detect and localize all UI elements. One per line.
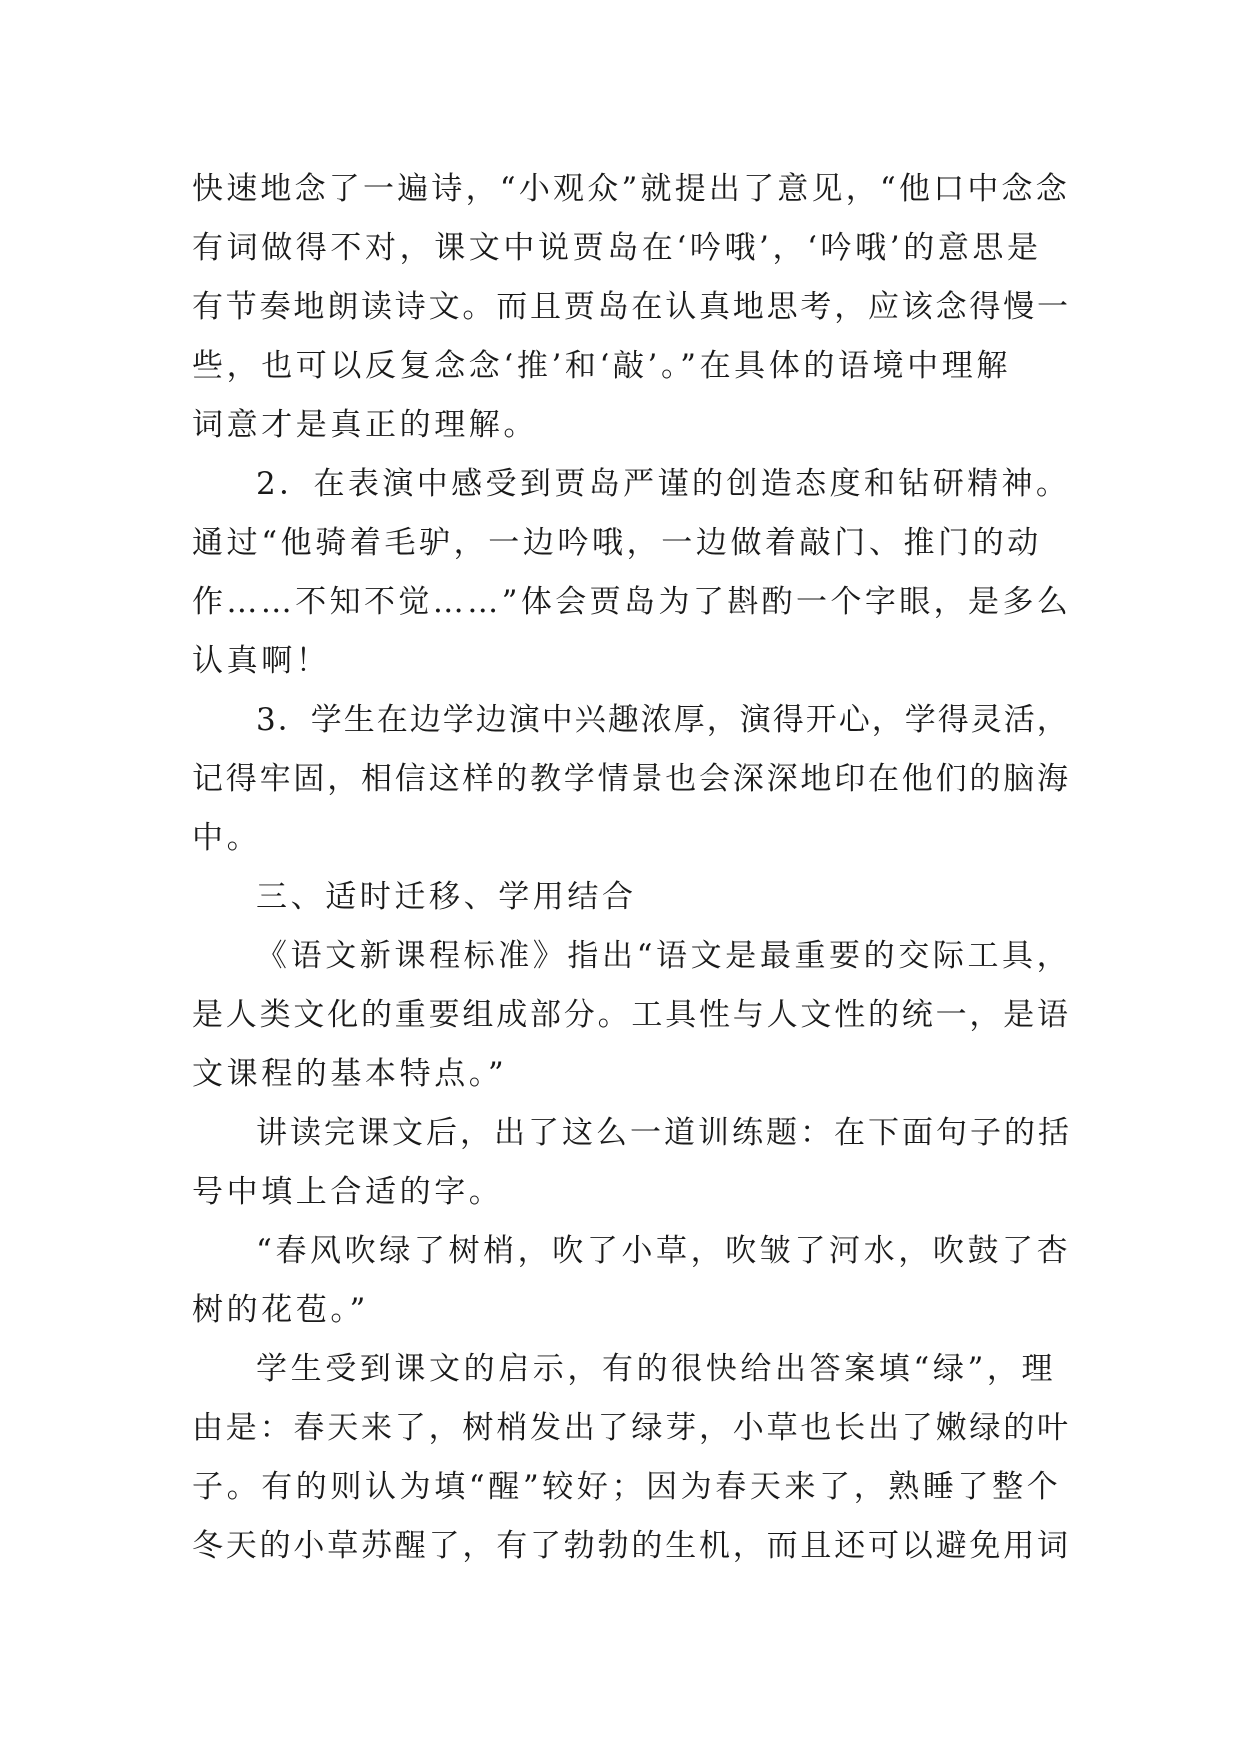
text-line: 是人类文化的重要组成部分。工具性与人文性的统一，是语 [192,997,1071,1033]
text-line: 号中填上合适的字。 [192,1174,504,1210]
text-line: 有节奏地朗读诗文。而且贾岛在认真地思考，应该念得慢一 [192,289,1071,325]
text-line: 记得牢固，相信这样的教学情景也会深深地印在他们的脑海 [192,761,1071,797]
text-line: 树的花苞。” [192,1292,369,1328]
text-line: 由是：春天来了，树梢发出了绿芽，小草也长出了嫩绿的叶 [192,1410,1071,1446]
text-line: 3．学生在边学边演中兴趣浓厚，演得开心，学得灵活， [256,702,1070,738]
text-line: 三、适时迁移、学用结合 [256,879,637,915]
text-line: 《语文新课程标准》指出“语文是最重要的交际工具， [256,938,1072,974]
text-line: 有词做得不对，课文中说贾岛在‘吟哦’，‘吟哦’的意思是 [192,230,1042,266]
text-line: 作……不知不觉……”体会贾岛为了斟酌一个字眼，是多么 [192,584,1072,620]
text-line: 学生受到课文的启示，有的很快给出答案填“绿”，理 [256,1351,1057,1387]
text-line: 冬天的小草苏醒了，有了勃勃的生机，而且还可以避免用词 [192,1528,1071,1564]
text-line: 些，也可以反复念念‘推’和‘敲’。”在具体的语境中理解 [192,348,1011,384]
text-line: 中。 [192,820,262,856]
body-text [192,160,1072,1576]
text-line: 文课程的基本特点。” [192,1056,508,1092]
text-line: 认真啊！ [192,643,331,679]
text-line: “春风吹绿了树梢，吹了小草，吹皱了河水，吹鼓了杏 [256,1233,1072,1269]
text-line: 讲读完课文后，出了这么一道训练题：在下面句子的括 [256,1115,1072,1151]
text-line: 子。有的则认为填“醒”较好；因为春天来了，熟睡了整个 [192,1469,1062,1505]
text-line: 2．在表演中感受到贾岛严谨的创造态度和钻研精神。 [256,466,1071,502]
text-line: 快速地念了一遍诗，“小观众”就提出了意见，“他口中念念 [192,171,1070,207]
text-line: 通过“他骑着毛驴，一边吟哦，一边做着敲门、推门的动 [192,525,1042,561]
text-line: 词意才是真正的理解。 [192,407,538,443]
